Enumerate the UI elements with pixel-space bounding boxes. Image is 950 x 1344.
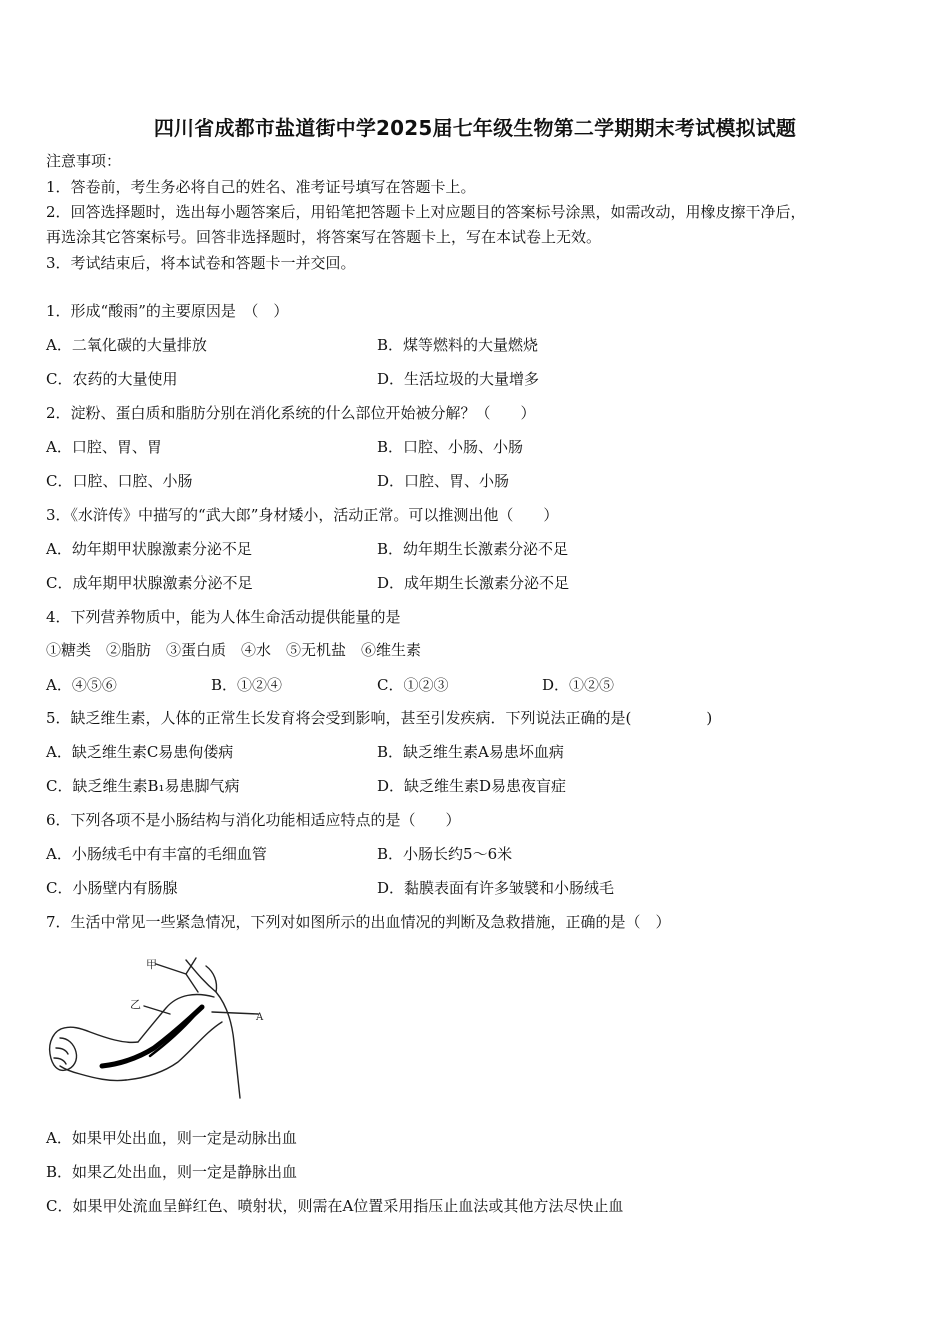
question-5-option-a[interactable]: A．缺乏维生素C易患佝偻病: [46, 743, 234, 761]
question-1-option-b[interactable]: B．煤等燃料的大量燃烧: [377, 336, 539, 354]
figure-label-jia: 甲: [146, 958, 157, 971]
question-4-choices-list: ①糖类 ②脂肪 ③蛋白质 ④水 ⑤无机盐 ⑥维生素: [46, 641, 422, 659]
question-6-stem: 6．下列各项不是小肠结构与消化功能相适应特点的是（ ）: [46, 811, 461, 829]
question-6-option-b[interactable]: B．小肠长约5～6米: [377, 845, 513, 863]
question-6-option-d[interactable]: D．黏膜表面有许多皱襞和小肠绒毛: [377, 879, 615, 897]
figure-label-yi: 乙: [130, 998, 141, 1011]
question-5-option-b[interactable]: B．缺乏维生素A易患坏血病: [377, 743, 564, 761]
question-3-option-b[interactable]: B．幼年期生长激素分泌不足: [377, 540, 569, 558]
question-1-stem: 1．形成“酸雨”的主要原因是 （ ）: [46, 302, 289, 320]
question-7-option-c[interactable]: C．如果甲处流血呈鲜红色、喷射状，则需在A位置采用指压止血法或其他方法尽快止血: [46, 1197, 624, 1215]
question-2-stem: 2．淀粉、蛋白质和脂肪分别在消化系统的什么部位开始被分解？（ ）: [46, 404, 536, 422]
figure-label-a: A: [256, 1012, 264, 1023]
question-7-stem: 7．生活中常见一些紧急情况，下列对如图所示的出血情况的判断及急救措施，正确的是（ ）: [46, 913, 671, 931]
question-2-option-d[interactable]: D．口腔、胃、小肠: [377, 472, 510, 490]
question-4-option-c[interactable]: C．①②③: [377, 676, 449, 694]
notice-item: 3．考试结束后，将本试卷和答题卡一并交回。: [46, 254, 356, 272]
question-6-option-a[interactable]: A．小肠绒毛中有丰富的毛细血管: [46, 845, 267, 863]
question-4-option-d[interactable]: D．①②⑤: [542, 676, 615, 694]
vessel-band: [102, 1007, 202, 1066]
notice-item: 再选涂其它答案标号。回答非选择题时，将答案写在答题卡上，写在本试卷上无效。: [46, 228, 602, 246]
question-3-option-a[interactable]: A．幼年期甲状腺激素分泌不足: [46, 540, 252, 558]
notice-heading: 注意事项：: [46, 152, 122, 170]
question-6-option-c[interactable]: C．小肠壁内有肠腺: [46, 879, 178, 897]
question-4-stem: 4．下列营养物质中，能为人体生命活动提供能量的是: [46, 608, 401, 626]
notice-item: 2．回答选择题时，选出每小题答案后，用铅笔把答题卡上对应题目的答案标号涂黑，如需改动，用橡皮擦干净后，: [46, 203, 806, 221]
question-7-option-a[interactable]: A．如果甲处出血，则一定是动脉出血: [46, 1129, 297, 1147]
question-5-stem: 5．缺乏维生素，人体的正常生长发育将会受到影响，甚至引发疾病．下列说法正确的是( ): [46, 709, 713, 727]
question-3-stem: 3．《水浒传》中描写的“武大郎”身材矮小，活动正常。可以推测出他（ ）: [46, 506, 559, 524]
question-5-option-c[interactable]: C．缺乏维生素B₁易患脚气病: [46, 777, 240, 795]
forearm-top: [64, 1027, 138, 1042]
question-1-option-c[interactable]: C．农药的大量使用: [46, 370, 178, 388]
question-5-option-d[interactable]: D．缺乏维生素D易患夜盲症: [377, 777, 567, 795]
question-1-option-a[interactable]: A．二氧化碳的大量排放: [46, 336, 207, 354]
question-2-option-c[interactable]: C．口腔、口腔、小肠: [46, 472, 193, 490]
arm-bleeding-figure: [46, 952, 266, 1102]
page-title: 四川省成都市盐道街中学2025届七年级生物第二学期期末考试模拟试题: [153, 116, 797, 140]
question-2-option-b[interactable]: B．口腔、小肠、小肠: [377, 438, 524, 456]
question-3-option-c[interactable]: C．成年期甲状腺激素分泌不足: [46, 574, 253, 592]
question-7-option-b[interactable]: B．如果乙处出血，则一定是静脉出血: [46, 1163, 298, 1181]
question-2-option-a[interactable]: A．口腔、胃、胃: [46, 438, 162, 456]
question-4-option-a[interactable]: A．④⑤⑥: [46, 676, 117, 694]
question-3-option-d[interactable]: D．成年期生长激素分泌不足: [377, 574, 570, 592]
notice-item: 1．答卷前，考生务必将自己的姓名、准考证号填写在答题卡上。: [46, 178, 476, 196]
pointer-jia: [156, 964, 198, 992]
pointer-a: [212, 1012, 258, 1014]
question-1-option-d[interactable]: D．生活垃圾的大量增多: [377, 370, 540, 388]
question-4-option-b[interactable]: B．①②④: [211, 676, 283, 694]
pointer-jia-2: [186, 958, 196, 974]
finger-lines: [54, 1048, 68, 1064]
